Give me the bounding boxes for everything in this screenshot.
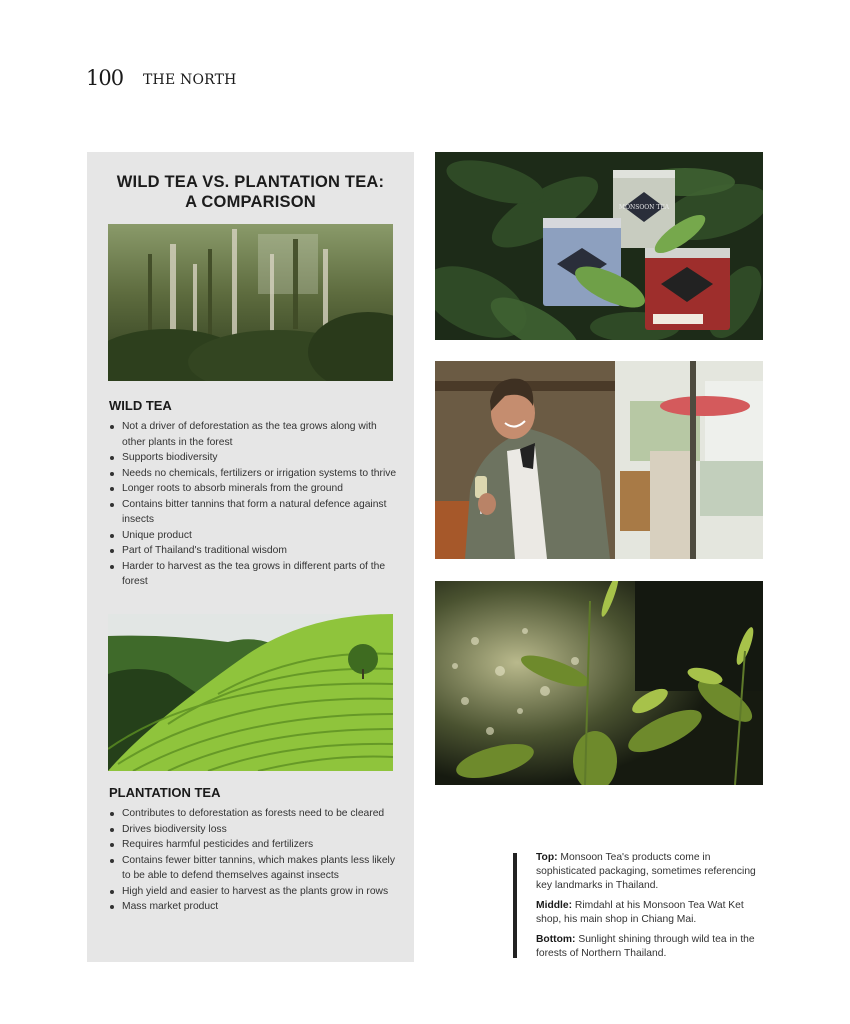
list-item: Supports biodiversity: [109, 450, 399, 466]
tin-label: MONSOON TEA: [618, 204, 670, 211]
comparison-title-line2: A COMPARISON: [185, 193, 316, 211]
monsoon-tea-tins-photo: [435, 152, 763, 340]
tea-plantation-photo: [108, 614, 393, 771]
comparison-title-line1: WILD TEA VS. PLANTATION TEA:: [116, 173, 385, 191]
list-item: Needs no chemicals, fertilizers or irrigation systems to thrive: [109, 466, 399, 482]
wild-tea-heading: WILD TEA: [109, 398, 172, 413]
list-item: Contains fewer bitter tannins, which makes plants less likely to be able to defend themselves against insects: [109, 853, 399, 884]
man-with-wine-glass-photo: [435, 361, 763, 559]
list-item: Harder to harvest as the tea grows in different parts of the forest: [109, 559, 399, 590]
caption-divider: [513, 853, 517, 958]
list-item: Contributes to deforestation as forests need to be cleared: [109, 806, 399, 822]
photo-captions: [536, 851, 771, 967]
list-item: Drives biodiversity loss: [109, 822, 399, 838]
list-item: Not a driver of deforestation as the tea grows along with other plants in the forest: [109, 419, 399, 450]
page-number: 100: [86, 66, 124, 90]
caption-middle: Middle: Rimdahl at his Monsoon Tea Wat Ket shop, his main shop in Chiang Mai.: [536, 900, 744, 925]
plantation-tea-list: [109, 806, 399, 915]
list-item: Unique product: [109, 528, 399, 544]
wild-tea-list: [109, 419, 399, 590]
caption-top: Top: Monsoon Tea's products come in sophisticated packaging, sometimes referencing key landmarks in Thailand.: [536, 852, 756, 891]
list-item: Requires harmful pesticides and fertilizers: [109, 837, 399, 853]
list-item: Part of Thailand's traditional wisdom: [109, 543, 399, 559]
list-item: Contains bitter tannins that form a natural defence against insects: [109, 497, 399, 528]
caption-bottom: Bottom: Sunlight shining through wild tea in the forests of Northern Thailand.: [536, 934, 755, 959]
plantation-tea-heading: PLANTATION TEA: [109, 785, 221, 800]
sunlit-tea-leaves-photo: [435, 581, 763, 785]
list-item: High yield and easier to harvest as the plants grow in rows: [109, 884, 399, 900]
comparison-sidebar: [87, 152, 414, 962]
comparison-title: [87, 172, 414, 212]
forest-photo: [108, 224, 393, 381]
section-title: THE NORTH: [143, 72, 237, 88]
list-item: Mass market product: [109, 899, 399, 915]
list-item: Longer roots to absorb minerals from the ground: [109, 481, 399, 497]
